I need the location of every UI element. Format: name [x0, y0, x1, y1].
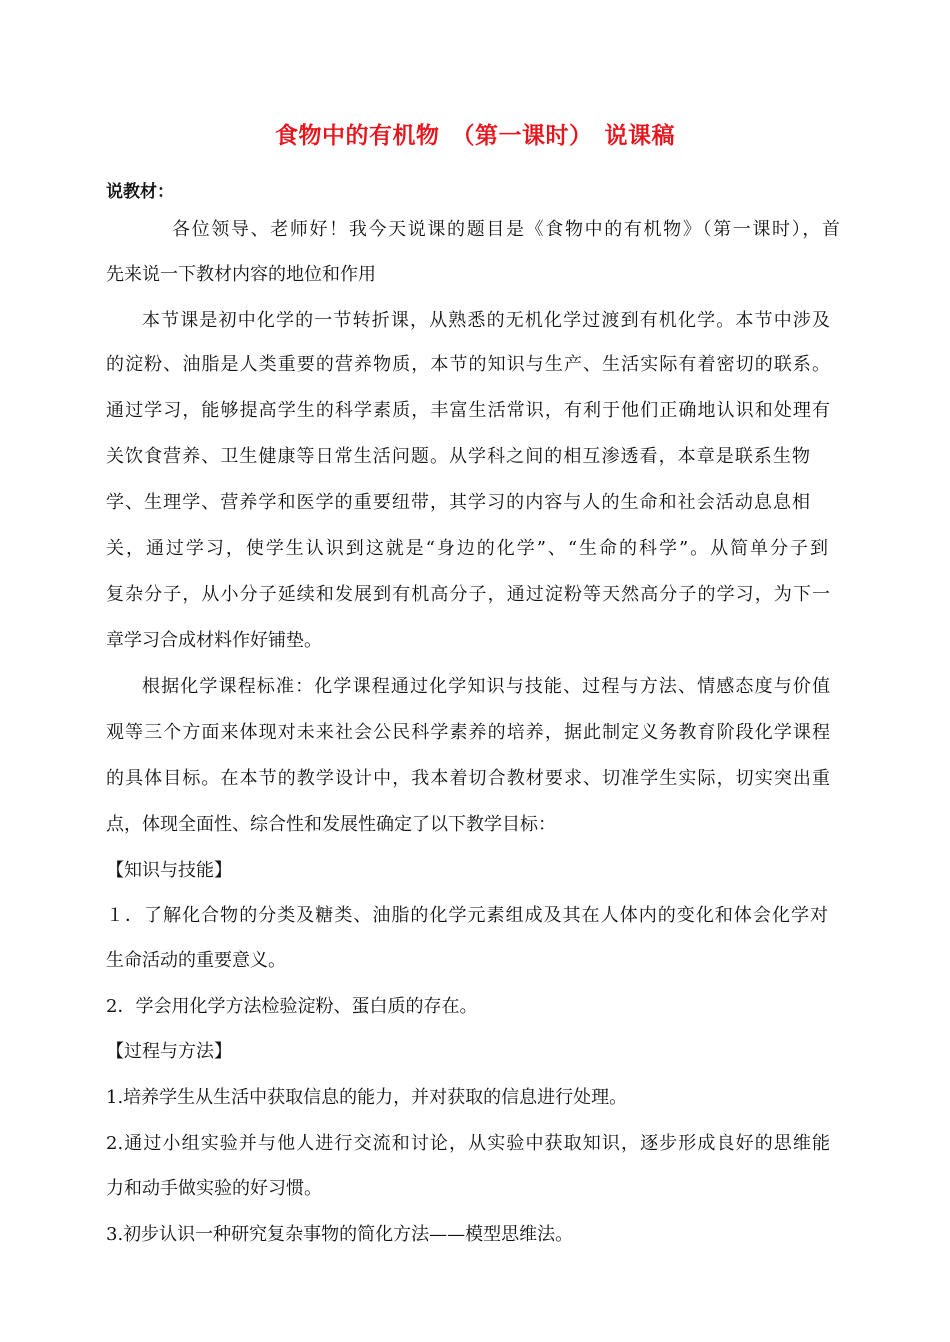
paragraph-line: 的淀粉、油脂是人类重要的营养物质，本节的知识与生产、生活实际有着密切的联系。 — [106, 354, 830, 375]
list-item: 3.初步认识一种研究复杂事物的简化方法——模型思维法。 — [106, 1224, 574, 1245]
list-item-continuation: 力和动手做实验的好习惯。 — [106, 1178, 322, 1199]
paragraph-line: 的具体目标。在本节的教学设计中，我本着切合教材要求、切准学生实际，切实突出重 — [106, 768, 830, 789]
list-item: 1.培养学生从生活中获取信息的能力，并对获取的信息进行处理。 — [106, 1087, 628, 1108]
paragraph-line: 复杂分子，从小分子延续和发展到有机高分子，通过淀粉等天然高分子的学习，为下一 — [106, 584, 830, 605]
subsection-heading-knowledge: 【知识与技能】 — [106, 860, 232, 881]
document-title: 食物中的有机物 （第一课时） 说课稿 — [275, 123, 675, 149]
paragraph-line: 通过学习，能够提高学生的科学素质，丰富生活常识，有利于他们正确地认识和处理有 — [106, 400, 830, 421]
list-item: 2.通过小组实验并与他人进行交流和讨论，从实验中获取知识，逐步形成良好的思维能 — [106, 1133, 830, 1154]
paragraph-line: 本节课是初中化学的一节转折课，从熟悉的无机化学过渡到有机化学。本节中涉及 — [142, 310, 830, 331]
list-item: 2．学会用化学方法检验淀粉、蛋白质的存在。 — [106, 996, 478, 1017]
subsection-heading-process: 【过程与方法】 — [106, 1041, 232, 1062]
list-item-continuation: 生命活动的重要意义。 — [106, 950, 286, 971]
paragraph-line: 根据化学课程标准：化学课程通过化学知识与技能、过程与方法、情感态度与价值 — [142, 676, 830, 697]
paragraph-line: 关，通过学习，使学生认识到这就是“身边的化学”、“生命的科学”。从简单分子到 — [106, 538, 828, 559]
paragraph-line: 关饮食营养、卫生健康等日常生活问题。从学科之间的相互渗透看，本章是联系生物 — [106, 446, 810, 467]
list-item: １．了解化合物的分类及糖类、油脂的化学元素组成及其在人体内的变化和体会化学对 — [106, 905, 828, 926]
paragraph-line: 章学习合成材料作好铺垫。 — [106, 630, 322, 651]
paragraph-line: 各位领导、老师好！我今天说课的题目是《食物中的有机物》（第一课时），首 — [172, 219, 840, 240]
paragraph-line: 观等三个方面来体现对未来社会公民科学素养的培养，据此制定义务教育阶段化学课程 — [106, 722, 830, 743]
paragraph-line: 点，体现全面性、综合性和发展性确定了以下教学目标： — [106, 814, 556, 835]
paragraph-line: 学、生理学、营养学和医学的重要纽带，其学习的内容与人的生命和社会活动息息相 — [106, 492, 810, 513]
section-heading: 说教材： — [106, 182, 174, 202]
paragraph-line: 先来说一下教材内容的地位和作用 — [106, 264, 376, 285]
